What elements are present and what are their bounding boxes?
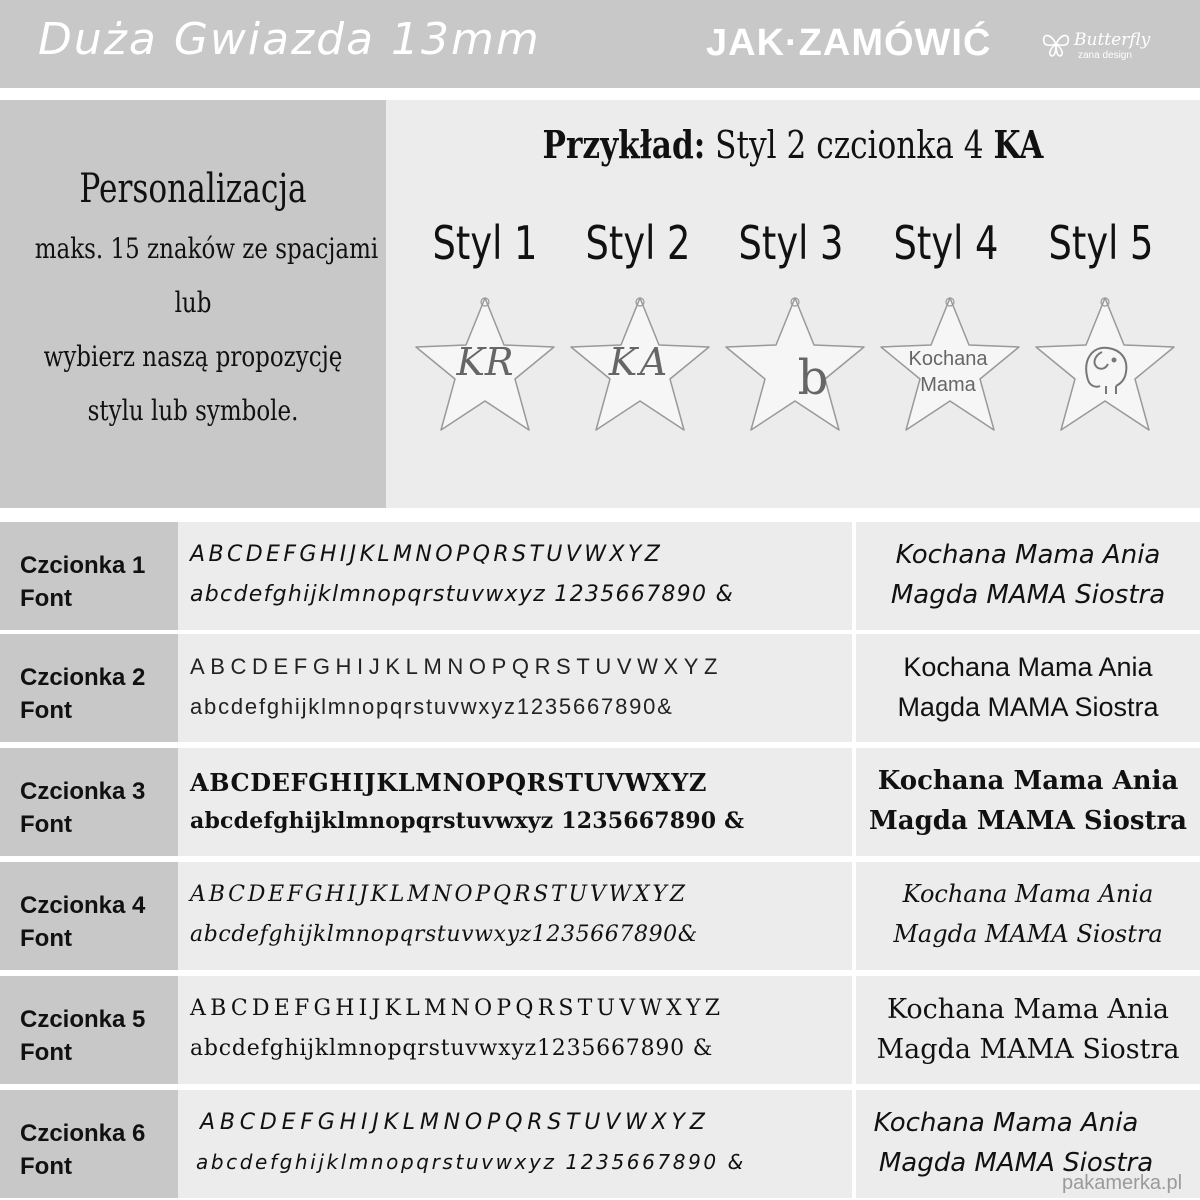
font-name: Czcionka 6: [20, 1120, 146, 1147]
style-label-1: Styl 1: [432, 216, 538, 270]
style-label-3: Styl 3: [738, 216, 844, 270]
star-engraving: Kochana Mama: [908, 348, 988, 396]
star-engraving: b: [797, 350, 829, 406]
font-lowercase: abcdefghijklmnopqrstuvwxyz 1235667890 &: [190, 582, 735, 607]
font-sub: Font: [20, 697, 72, 724]
font-sample-line-2: Magda MAMA Siostra: [890, 580, 1166, 610]
font-row-2: [0, 634, 1200, 742]
personalization-title: Personalizacja: [79, 166, 307, 212]
font-sub: Font: [20, 811, 72, 838]
font-uppercase: ABCDEFGHIJKLMNOPQRSTUVWXYZ: [190, 882, 688, 907]
font-sample-line-2: Magda MAMA Siostra: [876, 1034, 1180, 1065]
brand-logo: [1040, 26, 1170, 66]
example-label: Przykład:: [542, 122, 706, 167]
font-alphabet-cell: [178, 522, 852, 630]
font-alphabet-cell: [178, 862, 852, 970]
font-row-1: [0, 522, 1200, 630]
font-sub: Font: [20, 925, 72, 952]
font-sample-line-2: Magda MAMA Siostra: [878, 1148, 1154, 1178]
star-pendant-style-4: [875, 290, 1025, 440]
font-uppercase: ABCDEFGHIJKLMNOPQRSTUVWXYZ: [190, 996, 725, 1021]
font-name: Czcionka 3: [20, 778, 146, 805]
font-alphabet-cell: [178, 634, 852, 742]
font-sample-line-1: Kochana Mama Ania: [886, 994, 1170, 1025]
font-uppercase: ABCDEFGHIJKLMNOPQRSTUVWXYZ: [190, 654, 724, 679]
font-uppercase: ABCDEFGHIJKLMNOPQRSTUVWXYZ: [200, 1110, 710, 1135]
star-engraving: KA: [608, 340, 672, 384]
header-bar: [0, 0, 1200, 88]
font-sample-line-1: Kochana Mama Ania: [873, 1108, 1139, 1138]
font-lowercase: abcdefghijklmnopqrstuvwxyz1235667890 &: [190, 1036, 714, 1061]
personalization-line: maks. 15 znaków ze spacjami: [34, 232, 379, 265]
font-sub: Font: [20, 585, 72, 612]
font-sample-cell: [856, 634, 1200, 742]
butterfly-icon: [1040, 28, 1072, 60]
star-pendant-style-3: [720, 290, 870, 440]
font-lowercase: abcdefghijklmnopqrstuvwxyz 1235667890 &: [190, 808, 745, 834]
style-label-2: Styl 2: [585, 216, 691, 270]
font-uppercase: ABCDEFGHIJKLMNOPQRSTUVWXYZ: [190, 542, 664, 567]
font-lowercase: abcdefghijklmnopqrstuvwxyz 1235667890 &: [196, 1150, 746, 1174]
font-sample-cell: [856, 748, 1200, 856]
style-label-5: Styl 5: [1048, 216, 1154, 270]
font-alphabet-cell: [178, 748, 852, 856]
how-to-order-heading: JAK·ZAMÓWIĆ: [706, 22, 992, 64]
font-sample-line-2: Magda MAMA Siostra: [893, 920, 1163, 948]
font-sub: Font: [20, 1039, 72, 1066]
star-icon: [1030, 290, 1180, 440]
font-sample-line-1: Kochana Mama Ania: [877, 766, 1179, 796]
font-row-3: [0, 748, 1200, 856]
font-sub: Font: [20, 1153, 72, 1180]
brand-name: Butterfly: [1074, 30, 1151, 50]
star-pendant-style-2: [565, 290, 715, 440]
font-alphabet-cell: [178, 1090, 852, 1198]
personalization-line: lub: [174, 286, 212, 319]
font-row-4: [0, 862, 1200, 970]
product-title: Duża Gwiazda 13mm: [38, 14, 541, 65]
font-sample-cell: [856, 976, 1200, 1084]
font-alphabet-cell: [178, 976, 852, 1084]
font-name: Czcionka 2: [20, 664, 146, 691]
brand-subtitle: zana design: [1078, 50, 1132, 61]
font-sample-line-1: Kochana Mama Ania: [895, 540, 1161, 570]
star-engraving: KR: [456, 340, 514, 384]
font-sample-line-1: Kochana Mama Ania: [902, 880, 1154, 908]
style-label-4: Styl 4: [893, 216, 999, 270]
font-row-6: [0, 1090, 1200, 1198]
font-uppercase: ABCDEFGHIJKLMNOPQRSTUVWXYZ: [190, 768, 707, 797]
font-sample-cell: [856, 522, 1200, 630]
font-name: Czcionka 4: [20, 892, 146, 919]
font-lowercase: abcdefghijklmnopqrstuvwxyz1235667890&: [190, 694, 674, 719]
example-initials: KA: [993, 122, 1044, 167]
watermark-text: pakamerka.pl: [1062, 1172, 1183, 1194]
font-sample-cell: [856, 862, 1200, 970]
example-caption: [459, 122, 1126, 167]
star-pendant-style-1: [410, 290, 560, 440]
font-sample-line-2: Magda MAMA Siostra: [868, 806, 1188, 836]
font-row-5: [0, 976, 1200, 1084]
font-name: Czcionka 5: [20, 1006, 146, 1033]
personalization-line: stylu lub symbole.: [87, 394, 299, 427]
star-pendant-style-5: [1030, 290, 1180, 440]
font-sample-line-1: Kochana Mama Ania: [903, 652, 1153, 682]
example-text: Styl 2 czcionka 4: [715, 123, 984, 167]
font-sample-line-2: Magda MAMA Siostra: [897, 692, 1159, 722]
font-lowercase: abcdefghijklmnopqrstuvwxyz1235667890&: [190, 922, 698, 947]
font-name: Czcionka 1: [20, 552, 146, 579]
personalization-line: wybierz naszą propozycję: [43, 340, 343, 373]
